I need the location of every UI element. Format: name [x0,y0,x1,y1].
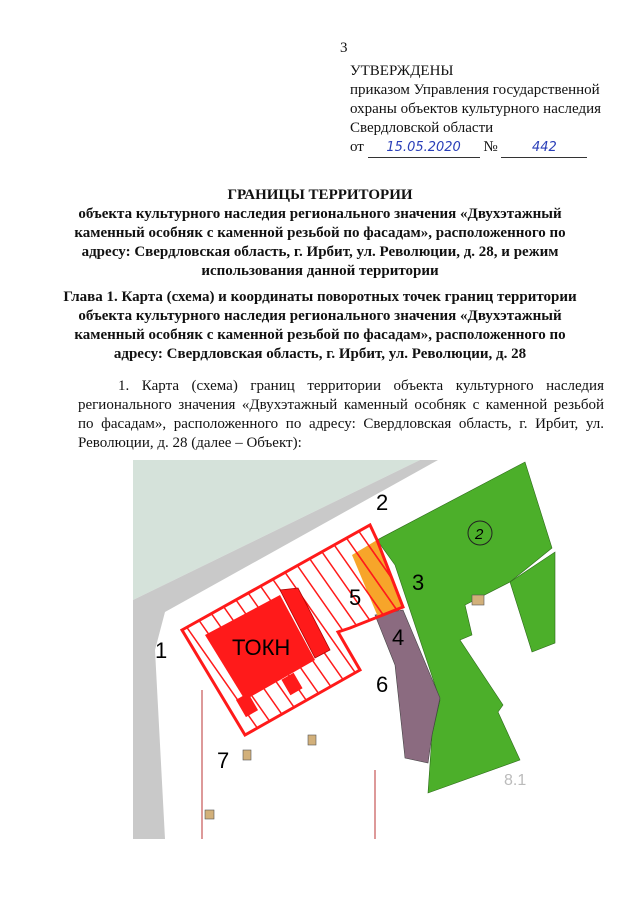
paragraph-text: 1. Карта (схема) границ территории объекта культурного наследия регионального значения «Двухэтажный каменный особняк с каменной резьбой по фасадам», расположенного по адресу: Свердловская область, г. Ирбит, ул. Революции, д. 28 (далее – Объект): [78,378,604,451]
handwritten-date: 15.05.2020 [368,138,480,158]
page-number: 3 [340,40,348,56]
object-label: ТОКН [232,635,291,660]
boundary-map [120,460,570,900]
point-1: 1 [155,638,168,663]
date-prefix: от [350,139,364,155]
approval-line: охраны объектов культурного наследия [350,101,602,117]
number-prefix: № [483,139,498,155]
title-heading: ГРАНИЦЫ ТЕРРИТОРИИ [227,187,413,203]
point-4: 4 [392,625,405,650]
point-6: 6 [376,672,389,697]
chapter-title: Глава 1. Карта (схема) и координаты поворотных точек границ территории объекта культурного наследия регионального значения «Двухэтажный каменный особняк с каменной резьбой по фасадам», расположенного по адресу: Свердловская область, г. Ирбит, ул. Революции, д. 28 [63,289,577,362]
approval-date-line [350,138,601,158]
point-5: 5 [349,585,362,610]
handwritten-number: 442 [501,138,587,158]
point-7: 7 [217,748,230,773]
paragraph-1 [78,377,604,453]
point-2: 2 [376,490,389,515]
approval-line: Свердловской области [350,120,494,136]
street-fragment: 8.1 [504,772,527,789]
approval-line: приказом Управления государственной [350,82,600,98]
document-title [60,186,580,281]
title-subtitle: объекта культурного наследия регионального значения «Двухэтажный каменный особняк с каменной резьбой по фасадам», расположенного по адресу: Свердловская область, г. Ирбит, ул. Революции, д. 28, и режим использования данной территории [74,206,566,279]
approval-block [350,62,601,158]
approval-heading: УТВЕРЖДЕНЫ [350,63,454,79]
point-3: 3 [412,570,425,595]
zone-number: 2 [475,526,484,543]
